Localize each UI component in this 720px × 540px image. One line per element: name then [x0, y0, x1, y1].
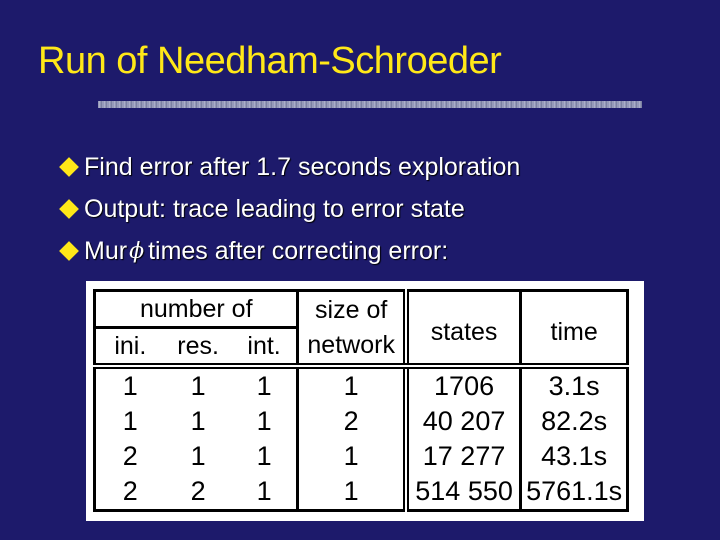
bullet-text-suffix: times after correcting error:: [148, 236, 449, 265]
header-number-of: number of: [95, 291, 298, 328]
title-divider: [98, 101, 642, 108]
table-cell: 82.2s: [521, 404, 628, 439]
table-cell: 1: [298, 366, 406, 404]
table-cell: 1: [298, 439, 406, 474]
results-table: [93, 289, 629, 512]
table-cell: 43.1s: [521, 439, 628, 474]
table-cell: 1: [298, 474, 406, 511]
slide-title: Run of Needham-Schroeder: [38, 40, 502, 82]
table-cell: 1: [190, 441, 206, 471]
table-cell: 1: [95, 366, 165, 404]
diamond-bullet-icon: [59, 199, 79, 219]
bullet-item: [56, 146, 520, 188]
header-states: states: [406, 291, 521, 367]
table-cell: 1706: [406, 366, 521, 404]
phi-symbol: ϕ: [129, 238, 145, 264]
table-cell: 514 550: [406, 474, 521, 511]
header-int: int.: [232, 328, 298, 367]
table-cell: 1: [190, 406, 206, 436]
table-cell: 2: [298, 404, 406, 439]
header-size-of: size of: [298, 291, 406, 328]
table-cell: 17 277: [406, 439, 521, 474]
table-cell: 1: [190, 371, 206, 401]
table-row: [95, 366, 628, 404]
bullet-item: [56, 230, 520, 272]
table-cell: 1: [232, 474, 298, 511]
bullet-list: [56, 146, 520, 272]
table-row: [95, 474, 628, 511]
diamond-bullet-icon: [59, 157, 79, 177]
table-cell: 40 207: [406, 404, 521, 439]
table-cell: 1: [95, 404, 165, 439]
table-cell: 1: [232, 439, 298, 474]
bullet-text-prefix: Mur: [84, 236, 128, 265]
bullet-item: [56, 188, 520, 230]
table-cell: 2: [95, 474, 165, 511]
table-cell: 1: [232, 404, 298, 439]
bullet-text: Output: trace leading to error state: [84, 194, 465, 223]
table-cell: 3.1s: [521, 366, 628, 404]
header-res: res.: [165, 328, 232, 367]
table-cell: 1: [232, 366, 298, 404]
table-cell: 2: [165, 474, 232, 511]
table-cell: 5761.1s: [521, 474, 628, 511]
diamond-bullet-icon: [59, 241, 79, 261]
header-time: time: [521, 291, 628, 367]
table-cell: 2: [95, 439, 165, 474]
results-table-panel: [86, 281, 644, 521]
table-row: [95, 404, 628, 439]
table-row: [95, 439, 628, 474]
table-body: [95, 366, 628, 511]
header-network: network: [298, 328, 406, 367]
bullet-text: Find error after 1.7 seconds exploration: [84, 152, 521, 181]
header-ini: ini.: [95, 328, 165, 367]
